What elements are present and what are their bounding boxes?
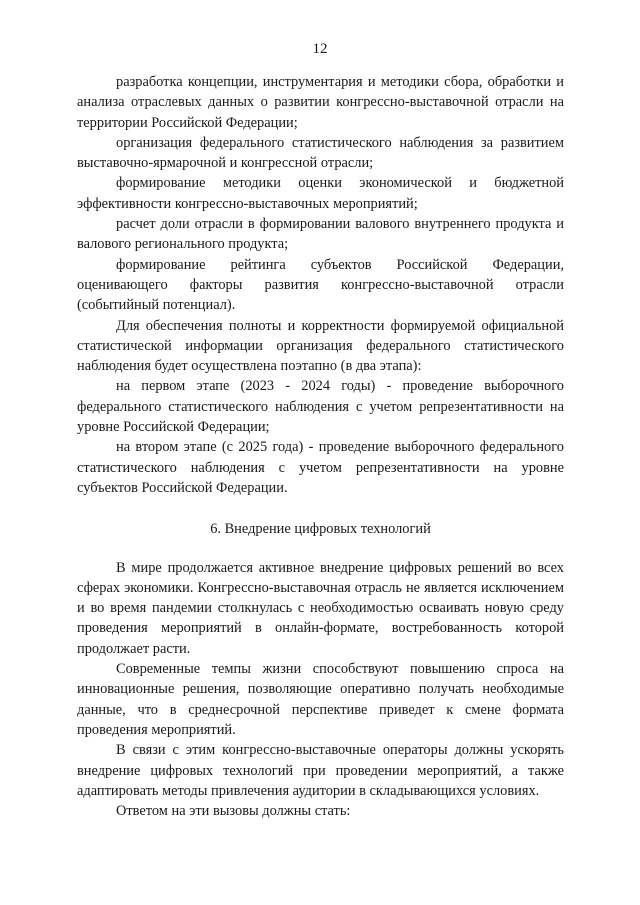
paragraph: расчет доли отрасли в формировании валового внутреннего продукта и валового регионального продукта; (77, 216, 564, 253)
paragraph: формирование рейтинга субъектов Российской Федерации, оценивающего факторы развития конгрессно-выставочной отрасли (событийный потенциал). (77, 256, 564, 314)
paragraph: Для обеспечения полноты и корректности формируемой официальной статистической информации организация федерального статистического наблюдения будет осуществлена поэтапно (в два этапа): (77, 317, 564, 375)
paragraph: разработка концепции, инструментария и методики сбора, обработки и анализа отраслевых данных о развитии конгрессно-выставочной отрасли на территории Российской Федерации; (77, 74, 564, 131)
paragraph: В связи с этим конгрессно-выставочные операторы должны ускорять внедрение цифровых технологий при проведении мероприятий, а также адаптировать методы привлечения аудитории в складывающихся условиях. (77, 742, 564, 799)
page-body (77, 72, 564, 821)
paragraph: на первом этапе (2023 - 2024 годы) - проведение выборочного федерального статистического наблюдения с учетом репрезентативности на уровне Российской Федерации; (77, 378, 564, 436)
section-heading: 6. Внедрение цифровых технологий (210, 521, 431, 538)
paragraph: организация федерального статистического наблюдения за развитием выставочно-ярмарочной и конгрессной отрасли; (77, 134, 564, 172)
page-number: 12 (312, 41, 328, 57)
paragraph: Ответом на эти вызовы должны стать: (116, 803, 351, 820)
paragraph: В мире продолжается активное внедрение цифровых решений во всех сферах экономики. Конгрессно-выставочная отрасль не является исключением и во время пандемии столкнулась с необходимостью осваивать новую среду проведения мероприятий в онлайн-формате, востребованность которой продолжает расти. (77, 559, 564, 657)
paragraph: Современные темпы жизни способствуют повышению спроса на инновационные решения, позволяющие оперативно получать необходимые данные, что в среднесрочной перспективе приведет к смене формата проведения мероприятий. (77, 661, 564, 738)
paragraph: на втором этапе (с 2025 года) - проведение выборочного федерального статистического наблюдения с учетом репрезентативности на уровне субъектов Российской Федерации. (77, 439, 564, 496)
paragraph: формирование методики оценки экономической и бюджетной эффективности конгрессно-выставочных мероприятий; (77, 175, 564, 212)
